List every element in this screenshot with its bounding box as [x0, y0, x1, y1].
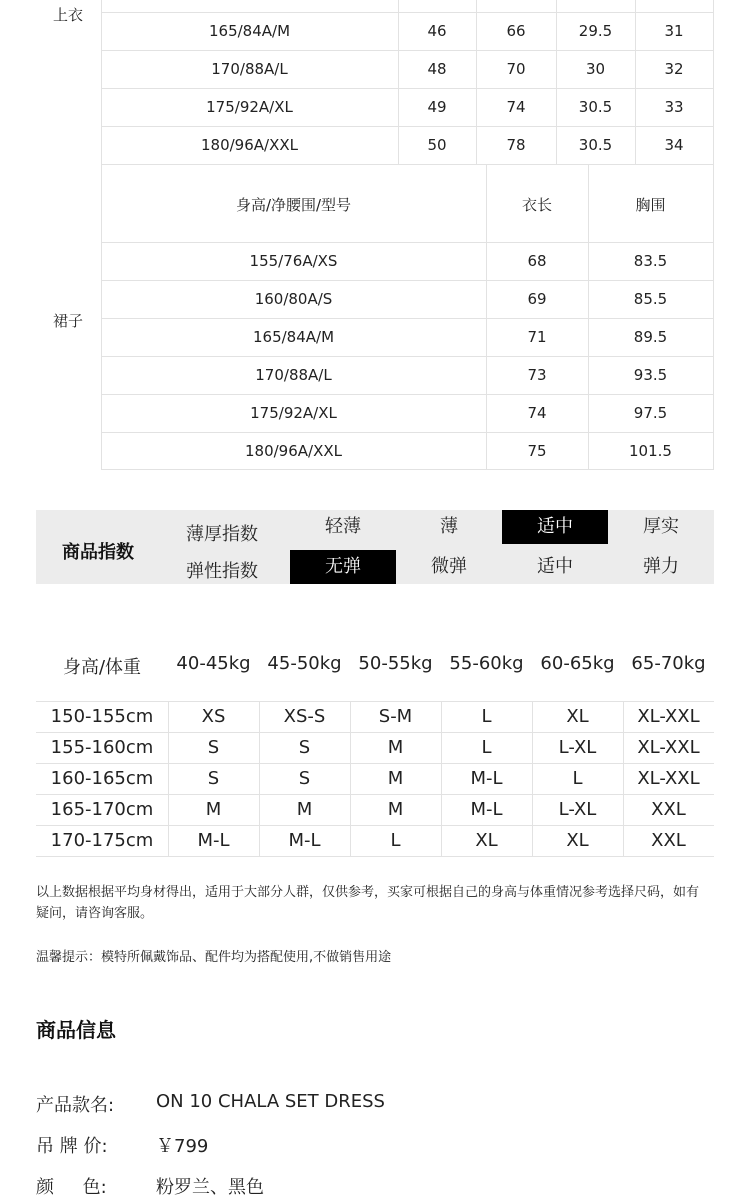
- product-index-panel: [36, 510, 714, 584]
- size-cell: L-XL: [558, 799, 597, 820]
- column-header: 衣长: [521, 196, 552, 214]
- column-header: 身高/体重: [62, 657, 142, 678]
- info-label: 吊 牌 价:: [36, 1136, 108, 1157]
- value-cell: 46: [427, 22, 447, 40]
- size-cell: L: [481, 737, 492, 758]
- size-cell: L-XL: [558, 737, 597, 758]
- grid-line: [101, 469, 714, 470]
- thickness-index-label: 薄厚指数: [186, 524, 258, 545]
- grid-line: [101, 126, 714, 127]
- elasticity-option-none-selected: 无弹: [290, 550, 396, 584]
- size-cell: XL: [475, 830, 498, 851]
- info-value: 粉罗兰、黑色: [156, 1177, 264, 1198]
- product-info-title: 商品信息: [36, 1018, 116, 1042]
- top-category-label: 上衣: [53, 6, 84, 24]
- value-cell: 71: [527, 328, 547, 346]
- size-cell: XS: [201, 706, 226, 727]
- size-cell: M-L: [470, 768, 503, 789]
- value-cell: 97.5: [633, 404, 668, 422]
- accessory-tip-text: 温馨提示：模特所佩戴饰品、配件均为搭配使用,不做销售用途: [36, 950, 392, 965]
- value-cell: 70: [506, 60, 526, 78]
- grid-line: [101, 394, 714, 395]
- elasticity-index-label: 弹性指数: [186, 561, 258, 582]
- value-cell: 93.5: [633, 366, 668, 384]
- size-cell: L: [481, 706, 492, 727]
- size-cell: M: [387, 768, 404, 789]
- size-cell: M: [387, 737, 404, 758]
- value-cell: 32: [664, 60, 684, 78]
- value-cell: 69: [527, 290, 547, 308]
- value-cell: 30: [585, 60, 606, 78]
- value-cell: 101.5: [629, 442, 672, 460]
- grid-line: [101, 164, 714, 165]
- value-cell: 68: [527, 252, 547, 270]
- value-cell: 66: [506, 22, 526, 40]
- height-cell: 170-175cm: [50, 830, 154, 851]
- grid-line: [36, 825, 714, 826]
- grid-line: [36, 732, 714, 733]
- height-cell: 150-155cm: [50, 706, 154, 727]
- value-cell: 31: [664, 22, 684, 40]
- value-cell: 48: [427, 60, 447, 78]
- size-cell: 180/96A/XXL: [245, 442, 342, 460]
- size-cell: S: [207, 768, 220, 789]
- size-cell: 170/88A/L: [255, 366, 332, 384]
- size-cell: XXL: [651, 799, 686, 820]
- size-cell: M-L: [470, 799, 503, 820]
- value-cell: 83.5: [633, 252, 668, 270]
- value-cell: 73: [527, 366, 547, 384]
- elasticity-option-stretch: 弹力: [643, 556, 679, 577]
- grid-line: [101, 280, 714, 281]
- value-cell: 33: [664, 98, 684, 116]
- column-header: 65-70kg: [631, 653, 706, 674]
- column-header: 胸围: [635, 196, 666, 214]
- info-value: ON 10 CHALA SET DRESS: [156, 1091, 385, 1112]
- size-cell: M: [205, 799, 222, 820]
- value-cell: 74: [506, 98, 526, 116]
- value-cell: 30.5: [578, 136, 613, 154]
- size-cell: 175/92A/XL: [206, 98, 293, 116]
- size-cell: XL: [566, 830, 589, 851]
- thickness-option-light: 轻薄: [325, 516, 361, 537]
- size-cell: S-M: [378, 706, 413, 727]
- value-cell: 34: [664, 136, 684, 154]
- elasticity-option-medium: 适中: [537, 556, 573, 577]
- grid-line: [101, 432, 714, 433]
- grid-line: [36, 794, 714, 795]
- column-header: 40-45kg: [176, 653, 251, 674]
- size-table: [36, 0, 714, 470]
- size-cell: L: [390, 830, 401, 851]
- size-disclaimer-text: 以上数据根据平均身材得出，适用于大部分人群，仅供参考，买家可根据自己的身高与体重情况参考选择尺码，如有疑问，请咨询客服。: [36, 885, 700, 921]
- grid-line: [36, 763, 714, 764]
- grid-line: [101, 88, 714, 89]
- grid-line: [101, 50, 714, 51]
- size-cell: S: [298, 737, 311, 758]
- grid-line: [36, 856, 714, 857]
- size-cell: M: [296, 799, 313, 820]
- size-cell: 175/92A/XL: [250, 404, 337, 422]
- info-label: 颜 色:: [36, 1177, 107, 1198]
- value-cell: 30.5: [578, 98, 613, 116]
- grid-line: [713, 0, 714, 470]
- grid-line: [101, 318, 714, 319]
- column-header: 身高/净腰围/型号: [235, 196, 352, 214]
- size-cell: XL-XXL: [637, 706, 700, 727]
- thickness-option-thick: 厚实: [643, 516, 679, 537]
- info-value: ￥799: [156, 1136, 209, 1157]
- elasticity-option-slight: 微弹: [431, 556, 467, 577]
- thickness-option-medium-selected: 适中: [502, 510, 608, 544]
- size-cell: XXL: [651, 830, 686, 851]
- skirt-category-label: 裙子: [53, 312, 84, 330]
- column-header: 60-65kg: [540, 653, 615, 674]
- value-cell: 49: [427, 98, 447, 116]
- value-cell: 89.5: [633, 328, 668, 346]
- grid-line: [101, 12, 714, 13]
- value-cell: 75: [527, 442, 547, 460]
- value-cell: 74: [527, 404, 547, 422]
- product-index-title: 商品指数: [62, 542, 134, 563]
- size-cell: 180/96A/XXL: [201, 136, 298, 154]
- column-header: 45-50kg: [267, 653, 342, 674]
- size-cell: S: [207, 737, 220, 758]
- thickness-option-thin: 薄: [440, 516, 458, 537]
- value-cell: 78: [506, 136, 526, 154]
- size-cell: XL: [566, 706, 589, 727]
- size-cell: XS-S: [283, 706, 326, 727]
- grid-line: [101, 356, 714, 357]
- size-cell: S: [298, 768, 311, 789]
- height-cell: 160-165cm: [50, 768, 154, 789]
- size-cell: M: [387, 799, 404, 820]
- value-cell: 85.5: [633, 290, 668, 308]
- height-cell: 155-160cm: [50, 737, 154, 758]
- size-cell: XL-XXL: [637, 737, 700, 758]
- size-cell: 160/80A/S: [254, 290, 333, 308]
- size-cell: XL-XXL: [637, 768, 700, 789]
- column-header: 50-55kg: [358, 653, 433, 674]
- grid-line: [101, 242, 714, 243]
- size-cell: 165/84A/M: [252, 328, 335, 346]
- column-header: 55-60kg: [449, 653, 524, 674]
- size-cell: 155/76A/XS: [249, 252, 338, 270]
- size-cell: L: [572, 768, 583, 789]
- value-cell: 29.5: [578, 22, 613, 40]
- size-cell: 170/88A/L: [211, 60, 288, 78]
- info-label: 产品款名:: [36, 1095, 115, 1116]
- size-cell: M-L: [288, 830, 321, 851]
- size-cell: M-L: [197, 830, 230, 851]
- size-cell: 165/84A/M: [208, 22, 291, 40]
- grid-line: [36, 701, 714, 702]
- height-cell: 165-170cm: [50, 799, 154, 820]
- value-cell: 50: [427, 136, 447, 154]
